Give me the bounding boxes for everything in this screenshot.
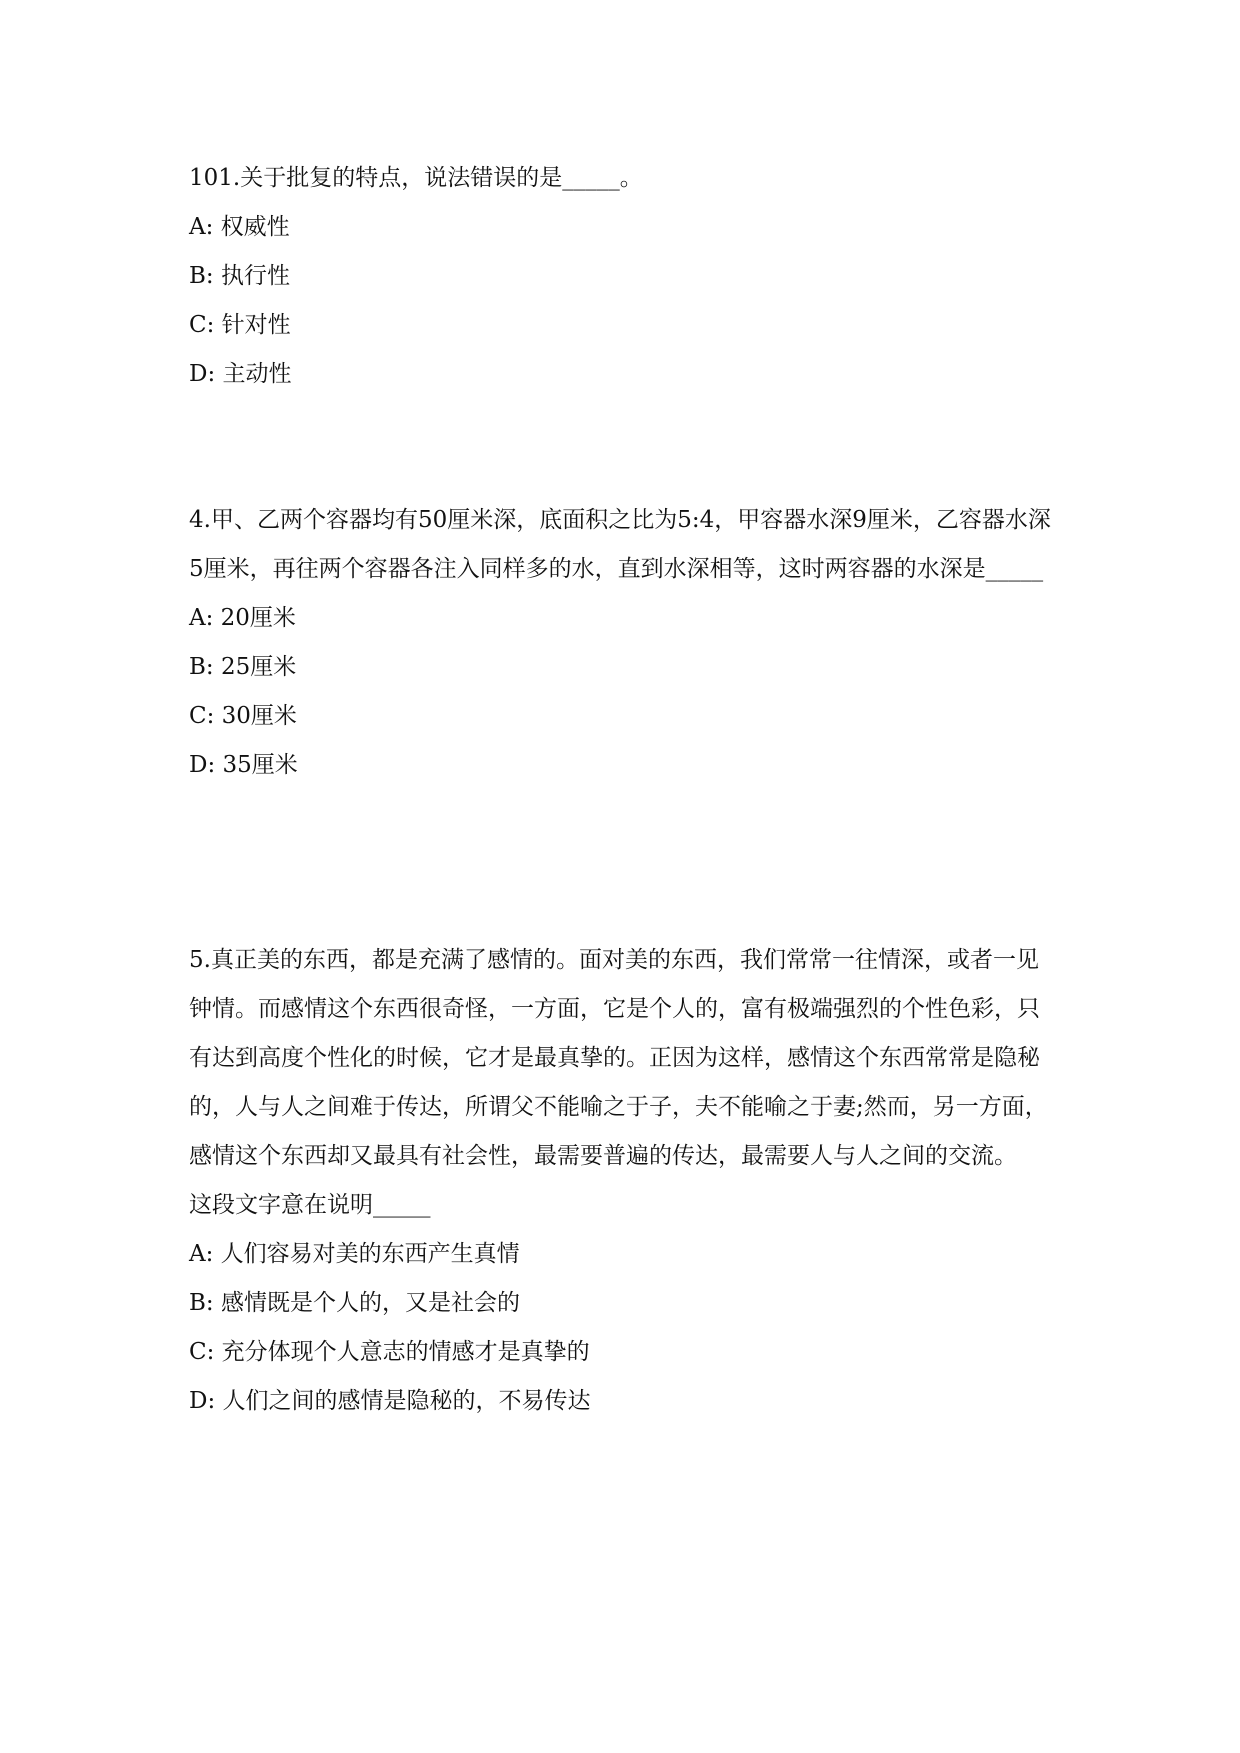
option-d: D: 人们之间的感情是隐秘的，不易传达	[189, 1388, 591, 1414]
question-prompt: 这段文字意在说明_____	[189, 1192, 431, 1218]
question-stem: 101.关于批复的特点，说法错误的是_____。	[189, 165, 643, 191]
option-c: C: 30厘米	[189, 703, 297, 729]
option-b: B: 25厘米	[189, 654, 297, 680]
option-b: B: 执行性	[189, 263, 290, 289]
question-4	[189, 496, 1059, 790]
option-a: A: 人们容易对美的东西产生真情	[189, 1241, 520, 1267]
option-d: D: 35厘米	[189, 752, 298, 778]
option-a: A: 20厘米	[189, 605, 296, 631]
question-5	[189, 936, 1059, 1426]
question-101	[189, 154, 1059, 399]
option-d: D: 主动性	[189, 361, 292, 387]
option-a: A: 权威性	[189, 214, 290, 240]
option-c: C: 充分体现个人意志的情感才是真挚的	[189, 1339, 590, 1365]
option-c: C: 针对性	[189, 312, 291, 338]
question-passage: 5.真正美的东西，都是充满了感情的。面对美的东西，我们常常一往情深，或者一见钟情。而感情这个东西很奇怪，一方面，它是个人的，富有极端强烈的个性色彩，只有达到高度个性化的时候，它才是最真挚的。正因为这样，感情这个东西常常是隐秘的，人与人之间难于传达，所谓父不能喻之于子，夫不能喻之于妻;然而，另一方面，感情这个东西却又最具有社会性，最需要普遍的传达，最需要人与人之间的交流。	[189, 947, 1048, 1169]
question-stem: 4.甲、乙两个容器均有50厘米深，底面积之比为5:4，甲容器水深9厘米，乙容器水深5厘米，再往两个容器各注入同样多的水，直到水深相等，这时两容器的水深是_____	[189, 507, 1051, 582]
option-b: B: 感情既是个人的，又是社会的	[189, 1290, 520, 1316]
